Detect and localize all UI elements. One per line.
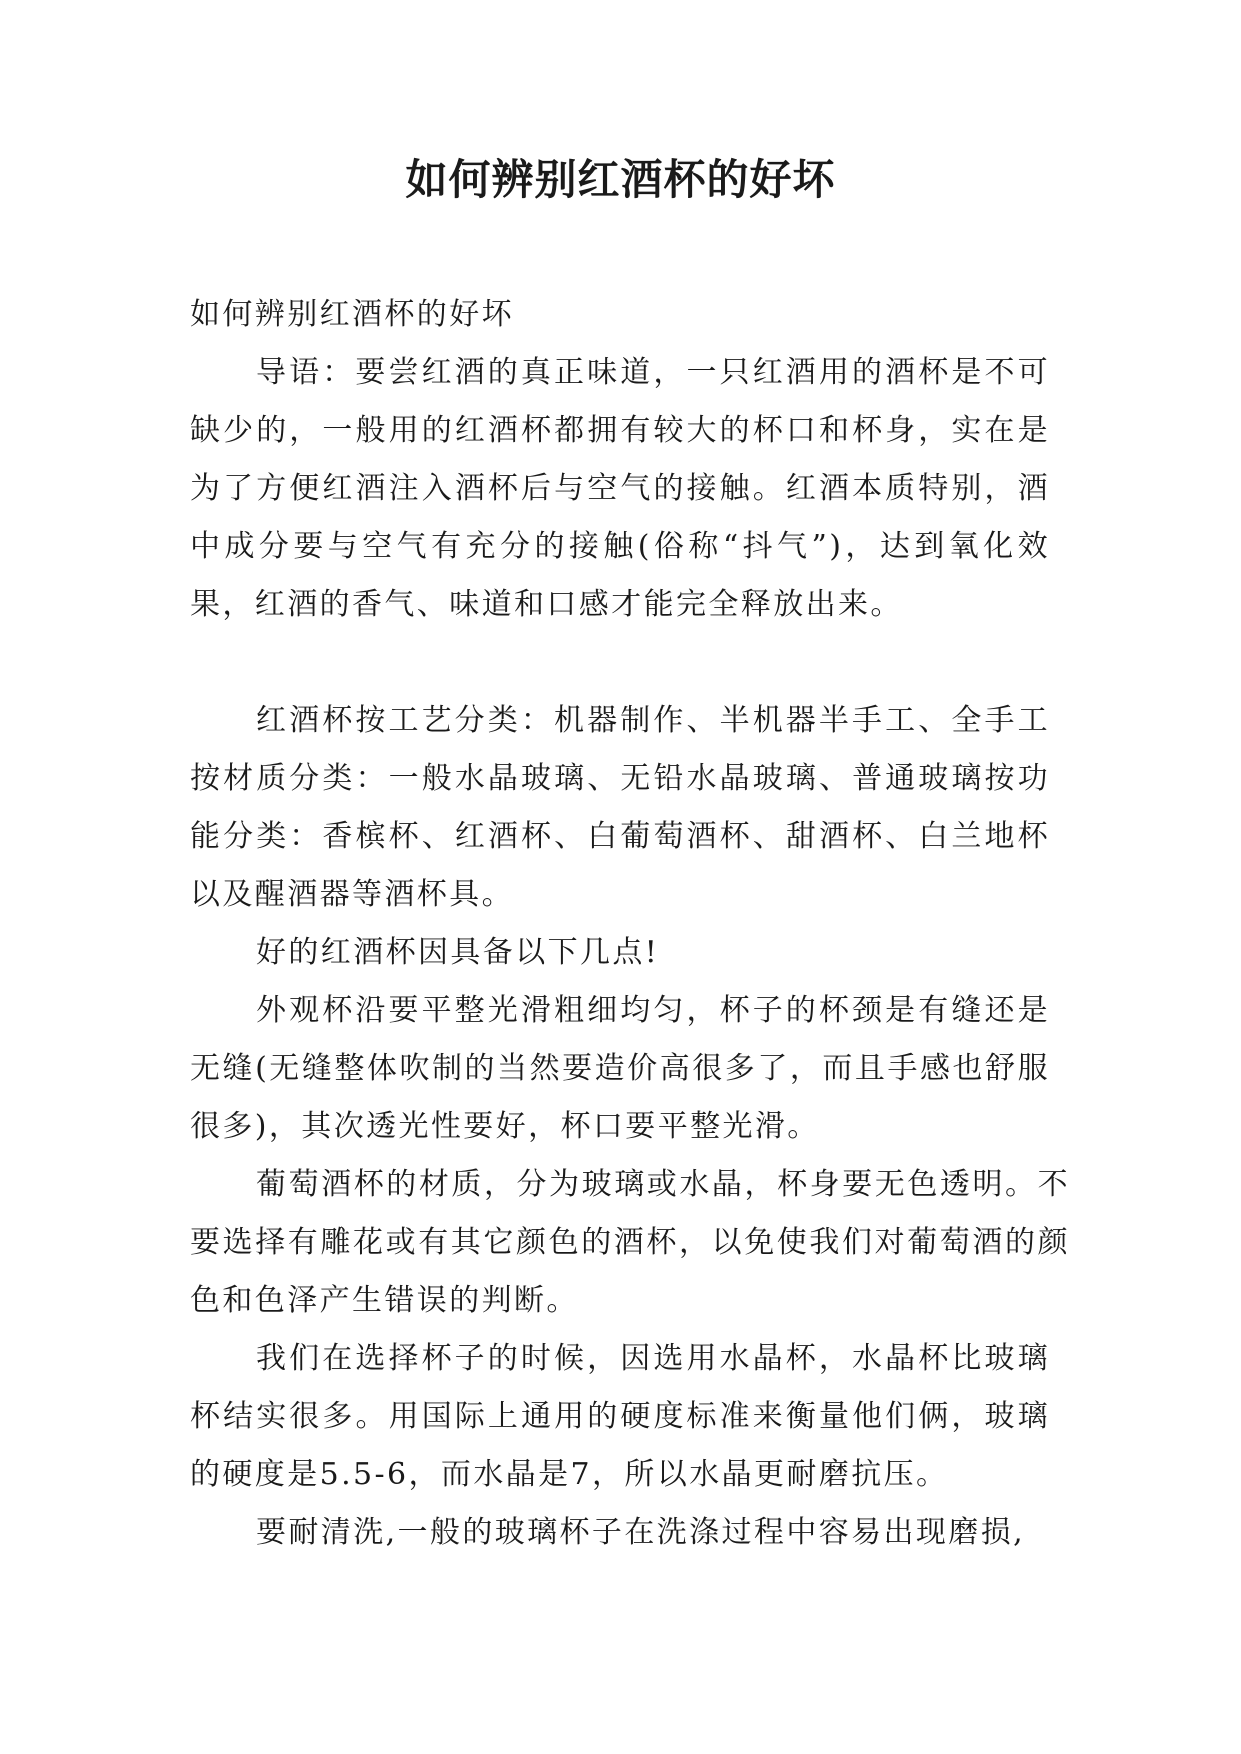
cleaning-paragraph: 要耐清洗,一般的玻璃杯子在洗涤过程中容易出现磨损, (256, 1515, 1026, 1550)
subtitle-paragraph: 如何辨别红酒杯的好坏 (190, 297, 514, 332)
document-title: 如何辨别红酒杯的好坏 (405, 155, 836, 204)
intro-paragraph: 导语：要尝红酒的真正味道，一只红酒用的酒杯是不可缺少的，一般用的红酒杯都拥有较大的杯口和杯身，实在是为了方便红酒注入酒杯后与空气的接触。红酒本质特别，酒中成分要与空气有充分的接触(俗称“抖气”)，达到氧化效果，红酒的香气、味道和口感才能完全释放出来。 (190, 355, 1050, 622)
criteria-heading-paragraph: 好的红酒杯因具备以下几点! (256, 935, 660, 970)
material-paragraph: 葡萄酒杯的材质，分为玻璃或水晶，杯身要无色透明。不要选择有雕花或有其它颜色的酒杯，以免使我们对葡萄酒的颜色和色泽产生错误的判断。 (190, 1167, 1070, 1318)
classification-paragraph: 红酒杯按工艺分类：机器制作、半机器半手工、全手工按材质分类：一般水晶玻璃、无铅水晶玻璃、普通玻璃按功能分类：香槟杯、红酒杯、白葡萄酒杯、甜酒杯、白兰地杯以及醒酒器等酒杯具。 (190, 703, 1050, 912)
document-body (190, 286, 1070, 1562)
crystal-paragraph: 我们在选择杯子的时候，因选用水晶杯，水晶杯比玻璃杯结实很多。用国际上通用的硬度标准来衡量他们俩，玻璃的硬度是5.5-6，而水晶是7，所以水晶更耐磨抗压。 (190, 1341, 1050, 1492)
appearance-paragraph: 外观杯沿要平整光滑粗细均匀，杯子的杯颈是有缝还是无缝(无缝整体吹制的当然要造价高很多了，而且手感也舒服很多)，其次透光性要好，杯口要平整光滑。 (190, 993, 1050, 1144)
